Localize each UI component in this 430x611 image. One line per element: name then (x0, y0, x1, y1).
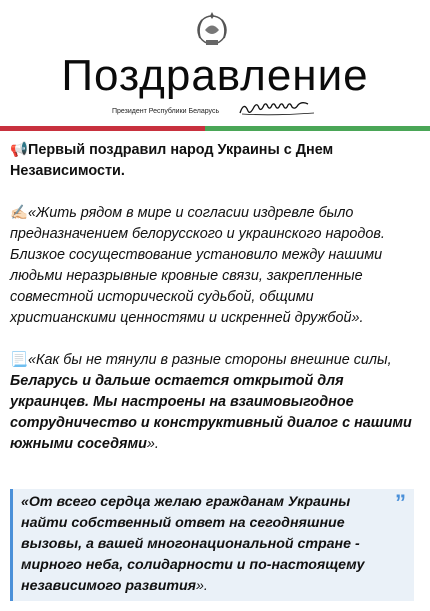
document-icon: 📃 (10, 352, 28, 368)
quote-tail: ». (196, 578, 208, 594)
paragraph-3-text-a: «Как бы не тянули в разные стороны внешние силы, (28, 352, 392, 368)
header (0, 0, 430, 132)
post-paragraph-2 (10, 203, 420, 329)
flag-red-stripe (0, 126, 205, 131)
page-title: Поздравление (61, 51, 369, 100)
writing-hand-icon: ✍🏻 (10, 205, 28, 221)
quote-icon: ” (395, 490, 406, 515)
quote-text: «От всего сердца желаю гражданам Украины найти собственный ответ на сегодняшние вызовы, а вашей многонациональной стране - мирного неба, солидарности и по-настоящему независимого развития (21, 494, 365, 594)
paragraph-3-text-b: Беларусь и дальше остается открытой для украинцев. Мы настроены на взаимовыгодное сотрудничество и конструктивный диалог с нашими южными соседями (10, 373, 412, 452)
post-paragraph-3 (10, 350, 420, 455)
flag-divider (0, 126, 430, 131)
paragraph-3-text-c: ». (146, 436, 159, 452)
signature-icon (238, 99, 322, 117)
megaphone-icon: 📢 (10, 142, 28, 158)
state-emblem-icon (194, 10, 230, 50)
subtitle: Президент Республики Беларусь (112, 108, 220, 115)
flag-green-stripe (205, 126, 430, 131)
post-body (10, 140, 420, 476)
paragraph-1-text: Первый поздравил народ Украины с Днем Независимости. (10, 142, 334, 179)
paragraph-2-text: «Жить рядом в мире и согласии издревле было предназначением белорусского и украинского народов. Близкое сосуществование установило между нашими людьми неразрывные кровные связи, закрепленные совместной исторической судьбой, общими христианскими ценностями и искренней дружбой». (10, 205, 385, 326)
quote-block (10, 489, 414, 601)
post-paragraph-1 (10, 140, 420, 182)
